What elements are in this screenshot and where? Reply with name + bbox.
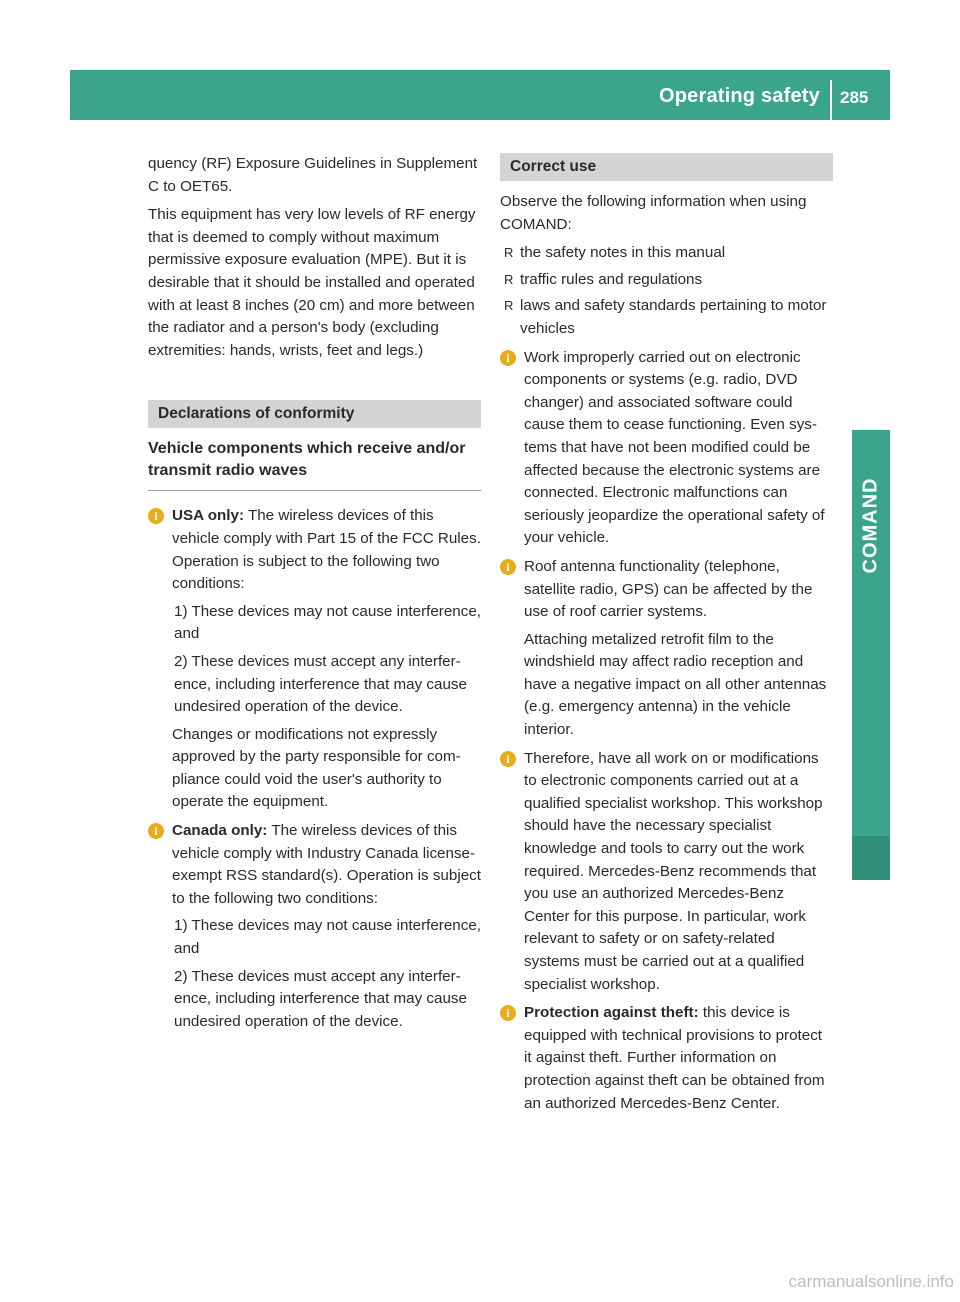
list-item: R traffic rules and regulations [500,269,833,292]
right-column [500,153,833,1121]
info-icon: i [500,559,516,575]
info-theft-text [524,1002,833,1115]
info-icon: i [148,508,164,524]
usa-condition-2: 2) These devices must accept any interference, including interference that may cause undesired operation of the device. [174,652,467,716]
info-canada [148,820,481,1033]
info-theft [500,1002,833,1115]
canada-body: The wireless devices of this vehicle comply with Industry Canada license-exempt RSS standard(s). Operation is subject to the following two conditions: [172,822,481,907]
usa-label: USA only: [172,507,244,525]
info-canada-text [172,820,481,910]
info-workshop [500,748,833,997]
usa-body: The wireless devices of this vehicle comply with Part 15 of the FCC Rules. Operation is subject to the following two conditions: [172,507,481,593]
info-icon: i [500,350,516,366]
info-roof-antenna-text: Roof antenna functionality (telephone, satellite radio, GPS) can be affected by the use of roof carrier systems. [524,557,813,621]
theft-body: this device is equipped with technical provisions to protect it against theft. Further information on protection against theft can be obtained from an authorized Mercedes-Benz Center. [524,1004,825,1112]
info-improper-work [500,347,833,550]
info-workshop-text: Therefore, have all work on or modifications to electronic components carried out at a qualified specialist workshop. This workshop should have the necessary specialist knowledge and tools to carry out the work required. Mercedes-Benz recommends that you use an authorized Mercedes-Benz Center for this purpose. In particular, work relevant to safety or on safety-related systems must be carried out at a qualified specialist workshop. [524,749,823,993]
theft-label: Protection against theft: [524,1004,699,1022]
side-tab-label [852,430,890,620]
left-column [148,153,481,1039]
page-header [70,70,890,120]
bullet-r-icon: R [504,245,514,261]
section-heading-declarations: Declarations of conformity [148,400,481,428]
canada-label: Canada only: [172,822,268,840]
correct-use-list [500,242,833,340]
canada-condition-2: 2) These devices must accept any interference, including interference that may cause undesired operation of the device. [174,967,467,1030]
bullet-r-icon: R [504,298,514,314]
info-retrofit-film-text: Attaching metalized retrofit film to the windshield may affect radio reception and have a negative impact on all other antennas (e.g. emergency antenna) in the vehicle interior. [524,630,827,739]
subheading-radio-components: Vehicle components which receive and/or transmit radio waves [148,438,481,491]
intro-paragraph-1: quency (RF) Exposure Guidelines in Supplement C to OET65. [148,155,478,195]
section-heading-correct-use: Correct use [500,153,833,181]
list-item: R the safety notes in this manual [500,242,833,265]
side-tab-text: COMAND [859,477,882,573]
info-icon: i [148,823,164,839]
watermark: carmanualsonline.info [788,1272,954,1291]
correct-use-intro: Observe the following information when using COMAND: [500,193,807,233]
side-tab-marker [852,836,890,880]
canada-condition-1: 1) These devices may not cause interference, and [174,917,482,958]
page-number: 285 [840,88,869,107]
bullet-r-icon: R [504,271,514,287]
header-divider [830,80,832,120]
usa-changes: Changes or modifications not expressly approved by the party responsible for compliance could void the user's authority to operate the equipment. [172,725,461,811]
info-improper-work-text: Work improperly carried out on electronic components or systems (e.g. radio, DVD changer) and associated software could cause them to cease functioning. Even systems that have not been modified could be affected because the electronic systems are connected. Electronic malfunctions can seriously jeopardize the operational safety of your vehicle. [524,348,825,547]
usa-condition-1: 1) These devices may not cause interference, and [174,602,482,643]
info-usa-text [172,505,481,595]
info-roof-antenna [500,556,833,742]
info-icon: i [500,751,516,767]
list-item: R laws and safety standards pertaining to motor vehicles [504,297,827,337]
intro-paragraph-2: This equipment has very low levels of RF energy that is deemed to comply without maximum permissive exposure evaluation (MPE). But it is desirable that it should be installed and operated with at least 8 inches (20 cm) and more between the radiator and a person's body (excluding extremities: hands, wrists, feet and legs.) [148,206,476,359]
header-title: Operating safety [658,85,820,107]
info-icon: i [500,1005,516,1021]
info-usa [148,505,481,814]
